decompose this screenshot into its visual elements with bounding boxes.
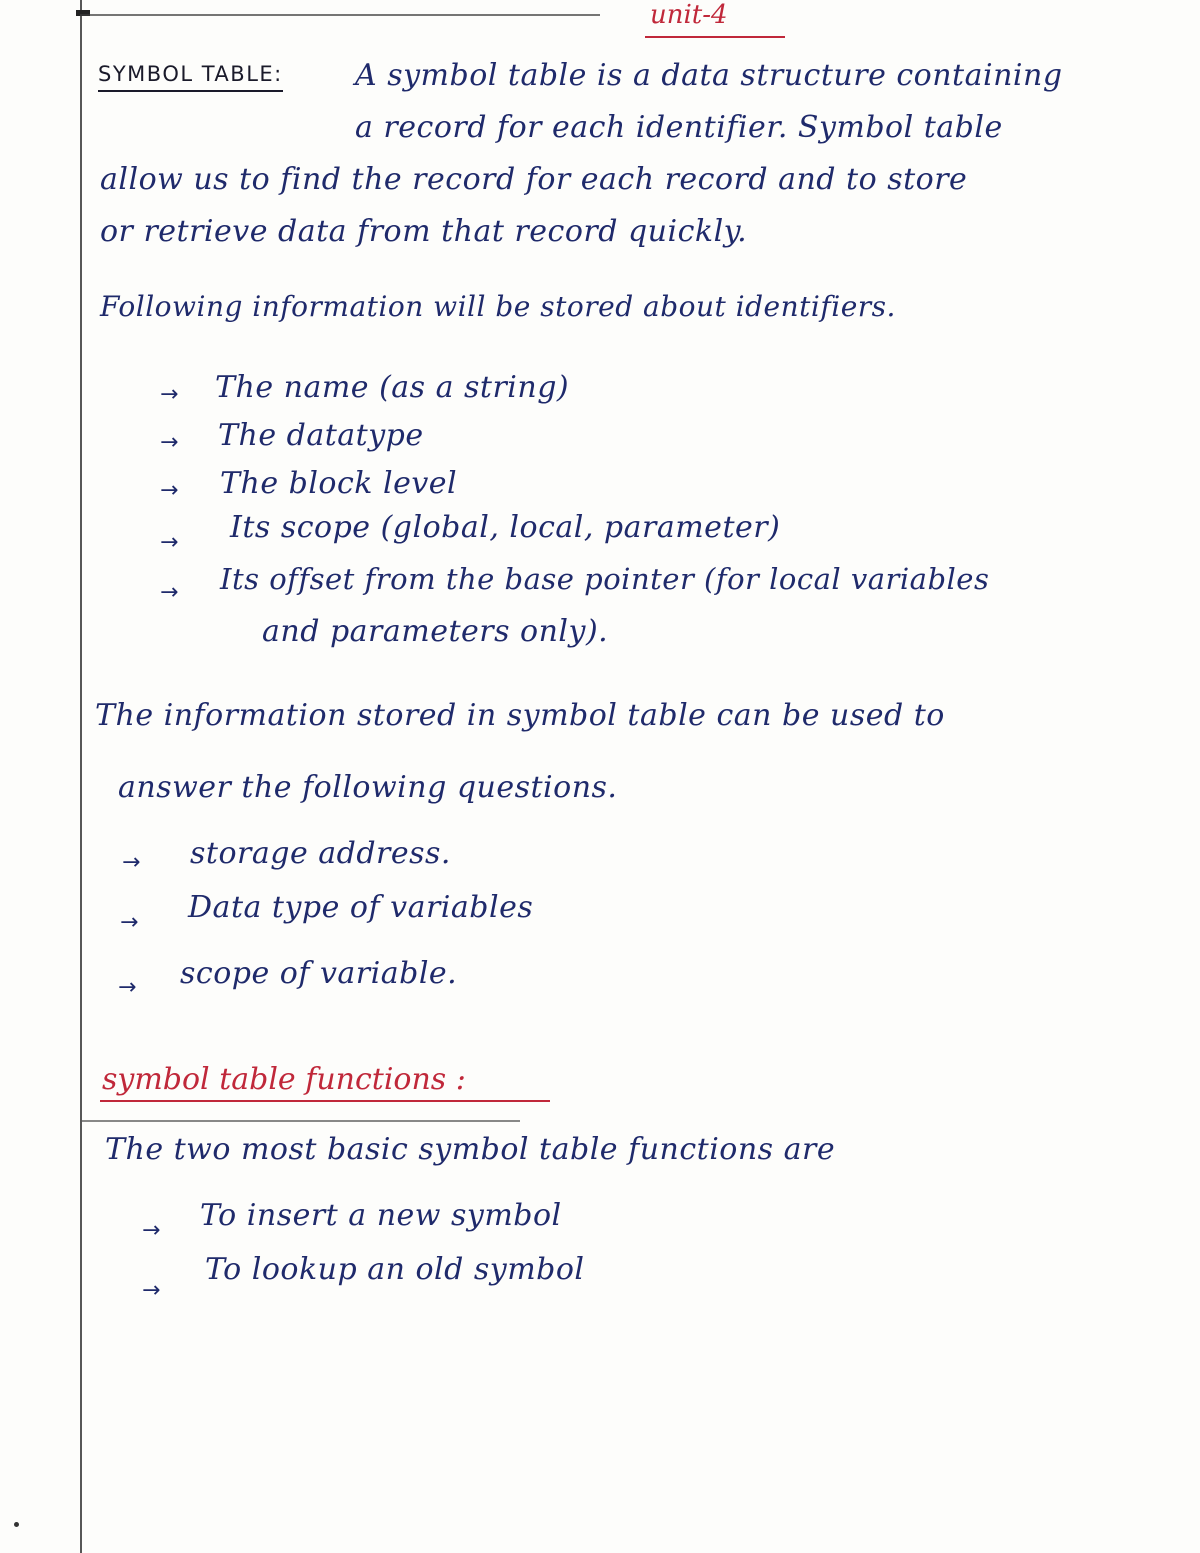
info-item: Its scope (global, local, parameter) [230,510,781,545]
arrow-icon: → [142,1278,161,1303]
intro-line-3: allow us to find the record for each record and to store [100,162,968,197]
question-item: storage address. [190,836,451,871]
functions-lead: The two most basic symbol table functions are [105,1132,836,1167]
intro-line-1: A symbol table is a data structure containing [355,58,1063,93]
symbol-table-heading: SYMBOL TABLE: [98,62,283,86]
info-item: Its offset from the base pointer (for local variables [220,562,990,596]
arrow-icon: → [118,975,137,1000]
info-item-continued: and parameters only). [262,614,609,649]
unit-underline [645,36,785,38]
arrow-icon: → [120,910,139,935]
arrow-icon: → [160,382,179,407]
margin-line [80,0,82,1553]
arrow-icon: → [160,530,179,555]
arrow-icon: → [142,1218,161,1243]
intro-line-4: or retrieve data from that record quickly. [100,214,748,249]
arrow-icon: → [160,430,179,455]
info-lead: Following information will be stored about identifiers. [100,290,896,323]
page-speck [14,1522,19,1527]
question-item: Data type of variables [188,890,534,925]
function-item: To insert a new symbol [200,1198,562,1233]
functions-underline [100,1100,550,1102]
info-item: The datatype [218,418,424,453]
arrow-icon: → [122,850,141,875]
question-item: scope of variable. [180,956,458,991]
section-rule [80,1120,520,1122]
intro-line-2: a record for each identifier. Symbol table [355,110,1003,145]
info-item: The name (as a string) [215,370,570,405]
info-item: The block level [220,466,458,501]
top-rule [80,14,600,16]
unit-heading: unit-4 [650,0,728,30]
questions-lead-1: The information stored in symbol table can be used to [95,698,945,733]
function-item: To lookup an old symbol [205,1252,585,1287]
arrow-icon: → [160,478,179,503]
questions-lead-2: answer the following questions. [118,770,618,805]
functions-heading: symbol table functions : [102,1062,466,1097]
arrow-icon: → [160,580,179,605]
